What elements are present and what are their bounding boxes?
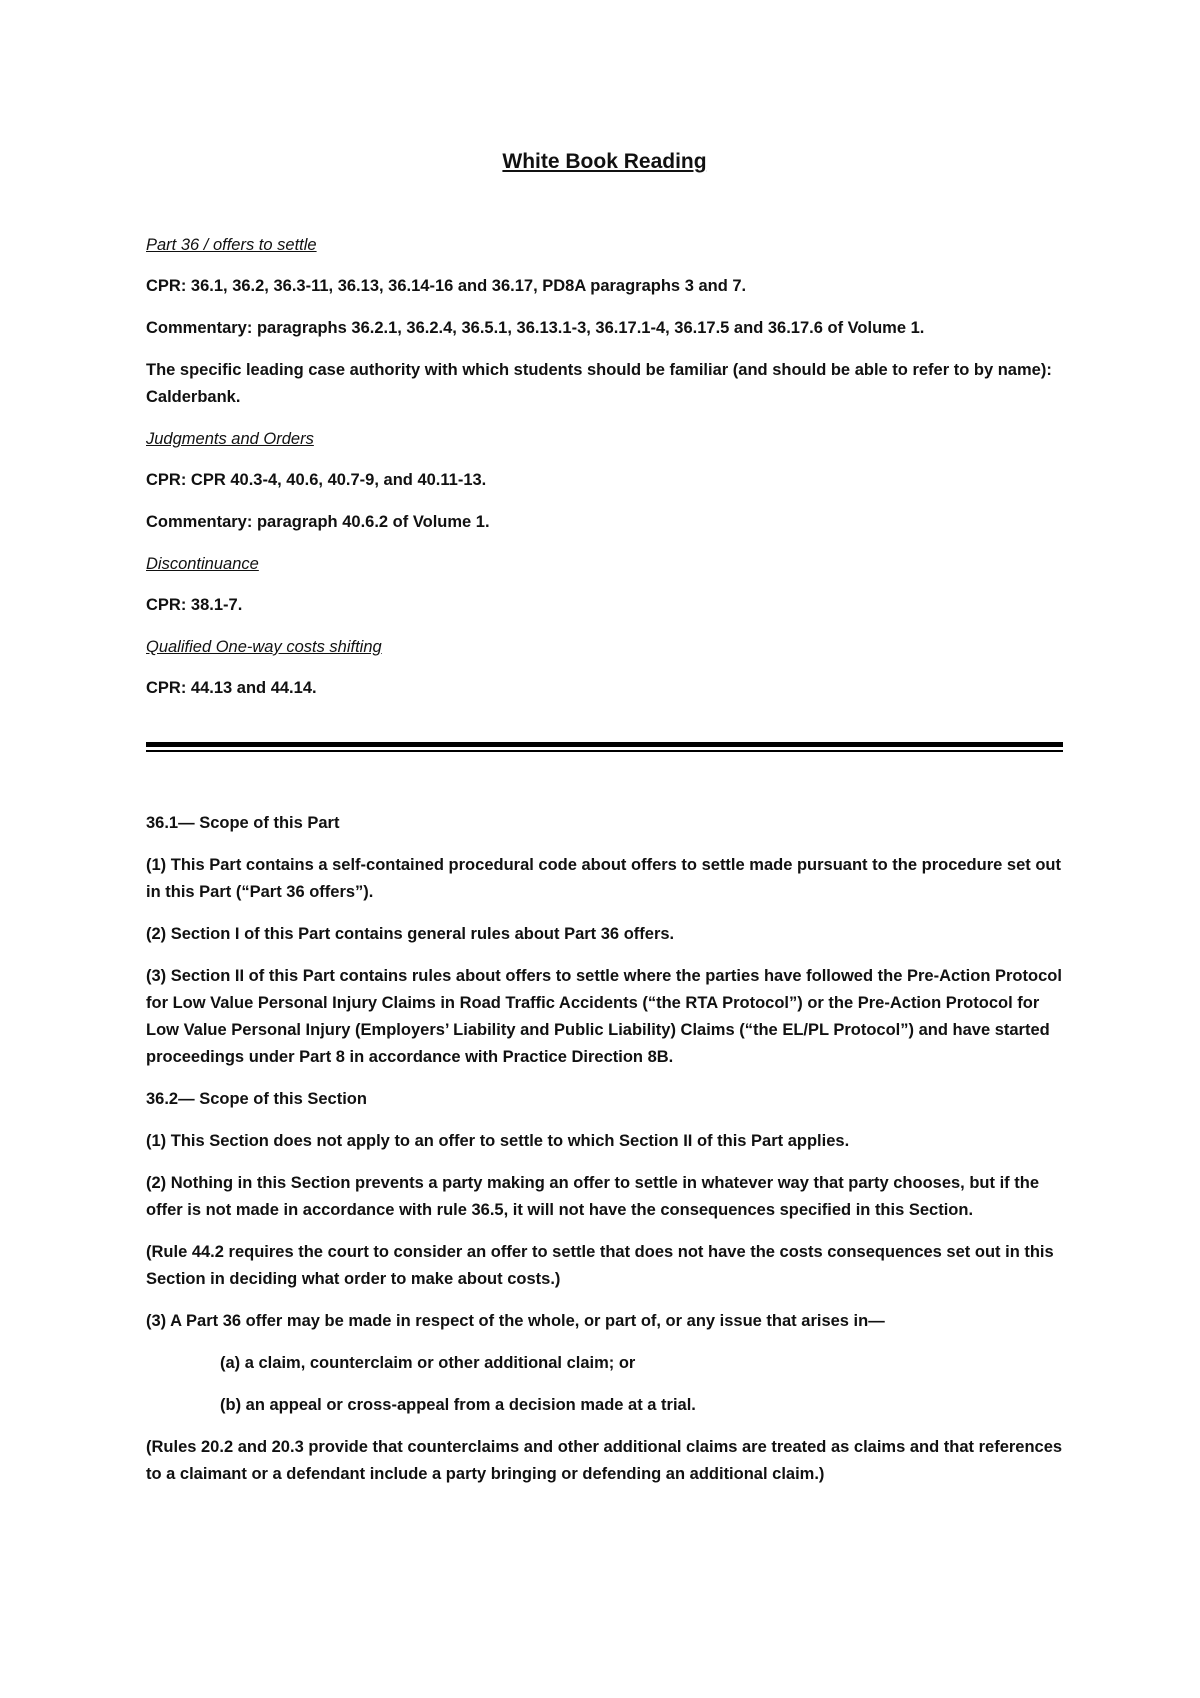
section-part36-authority: The specific leading case authority with which students should be familiar (and should be able to refer to by name): Calderbank. (146, 361, 1052, 406)
section-heading-part36: Part 36 / offers to settle (146, 236, 317, 254)
section-discontinuance-cpr: CPR: 38.1-7. (146, 596, 243, 614)
section-part36-cpr: CPR: 36.1, 36.2, 36.3-11, 36.13, 36.14-16 and 36.17, PD8A paragraphs 3 and 7. (146, 277, 747, 295)
section-qocs-cpr: CPR: 44.13 and 44.14. (146, 679, 317, 697)
section-heading-judgments: Judgments and Orders (146, 430, 314, 448)
rule-36-2-title: 36.2— Scope of this Section (146, 1090, 367, 1108)
page-title: White Book Reading (502, 150, 707, 173)
section-judgments-cpr: CPR: CPR 40.3-4, 40.6, 40.7-9, and 40.11-13. (146, 471, 487, 489)
section-heading-discontinuance: Discontinuance (146, 555, 259, 573)
section-judgments-commentary: Commentary: paragraph 40.6.2 of Volume 1. (146, 513, 490, 531)
rule-36-2-p3b: (b) an appeal or cross-appeal from a decision made at a trial. (220, 1396, 696, 1414)
section-part36-commentary: Commentary: paragraphs 36.2.1, 36.2.4, 36.5.1, 36.13.1-3, 36.17.1-4, 36.17.5 and 36.17.6 of Volume 1. (146, 319, 925, 337)
rule-36-2-note2: (Rules 20.2 and 20.3 provide that counterclaims and other additional claims are treated as claims and that references to a claimant or a defendant include a party bringing or defending an additional claim.) (146, 1438, 1063, 1483)
rule-36-2-p3: (3) A Part 36 offer may be made in respect of the whole, or part of, or any issue that arises in— (146, 1312, 885, 1330)
rule-36-2-p2: (2) Nothing in this Section prevents a party making an offer to settle in whatever way that party chooses, but if the offer is not made in accordance with rule 36.5, it will not have the consequences specified in this Section. (146, 1174, 1039, 1219)
rule-36-2-p3a: (a) a claim, counterclaim or other additional claim; or (220, 1354, 636, 1372)
rule-36-1-p1: (1) This Part contains a self-contained procedural code about offers to settle made pursuant to the procedure set out in this Part (“Part 36 offers”). (146, 856, 1061, 901)
double-divider (146, 742, 1063, 752)
section-heading-qocs: Qualified One-way costs shifting (146, 638, 382, 656)
rule-36-1-p2: (2) Section I of this Part contains general rules about Part 36 offers. (146, 925, 675, 943)
rule-36-1-title: 36.1— Scope of this Part (146, 814, 340, 832)
rule-36-2-p1: (1) This Section does not apply to an offer to settle to which Section II of this Part applies. (146, 1132, 850, 1150)
rule-36-2-note1: (Rule 44.2 requires the court to consider an offer to settle that does not have the costs consequences set out in this Section in deciding what order to make about costs.) (146, 1243, 1054, 1288)
rule-36-1-p3: (3) Section II of this Part contains rules about offers to settle where the parties have followed the Pre-Action Protocol for Low Value Personal Injury Claims in Road Traffic Accidents (“the RTA Protocol”) or the Pre-Action Protocol for Low Value Personal Injury (Employers’ Liability and Public Liability) Claims (“the EL/PL Protocol”) and have started proceedings under Part 8 in accordance with Practice Direction 8B. (146, 967, 1062, 1066)
